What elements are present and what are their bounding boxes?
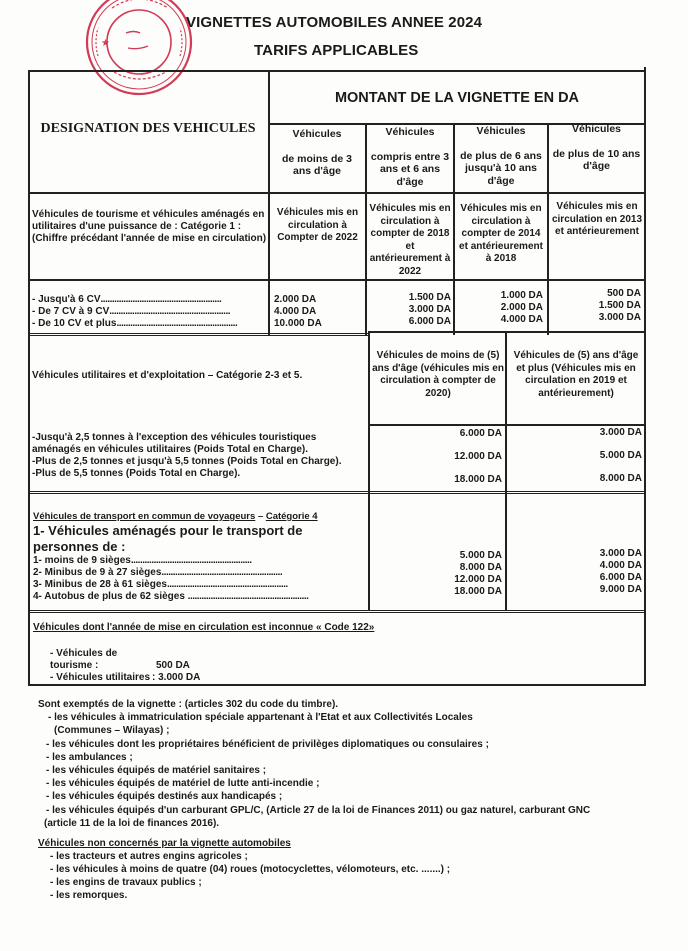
cat235-row-3-label: -Plus de 5,5 tonnes (Poids Total en Charge).: [32, 468, 241, 479]
age-col-4: [549, 123, 644, 173]
cat1-value: 4.000 DA: [500, 314, 543, 325]
cat1-value: 3.000 DA: [598, 312, 641, 323]
code122-heading: Véhicules dont l'année de mise en circulation est inconnue « Code 122»: [33, 622, 375, 633]
exemption-item: - les véhicules à immatriculation spéciale appartenant à l'Etat et aux Collectivités Locales: [48, 712, 473, 724]
cat1-value: 1.500 DA: [598, 300, 641, 311]
svg-text:★: ★: [101, 38, 110, 49]
table-border-top: [28, 70, 645, 72]
cat1-row-2: - De 7 CV à 9 CV .....................................................: [32, 306, 231, 317]
age-col-2: [367, 126, 453, 188]
cat1-value: 1.000 DA: [500, 290, 543, 301]
cat235-row-2-label: -Plus de 2,5 tonnes et jusqu'à 5,5 tonnes (Poids Total en Charge).: [32, 456, 342, 467]
cat235-value: 5.000 DA: [599, 450, 642, 461]
age-col-1-label: Véhicules: [292, 128, 342, 140]
cat4-value: 8.000 DA: [459, 562, 502, 573]
cat1-value: 6.000 DA: [408, 316, 451, 327]
age-col-4-label: Véhicules: [571, 123, 622, 135]
table-border-left: [28, 70, 30, 685]
cat235-values-col-1: [370, 428, 502, 486]
official-stamp-icon: [84, 0, 194, 98]
not-concerned-item: - les tracteurs et autres engins agricoles ;: [50, 851, 248, 862]
age-col-4-sub: de plus de 10 ans d'âge: [552, 147, 641, 172]
cat4-value: 4.000 DA: [599, 560, 642, 571]
exemption-item: - les véhicules équipés destinés aux handicapés ;: [46, 791, 283, 803]
cat4-values-col-1: [370, 550, 502, 598]
cat235-value: 3.000 DA: [599, 427, 642, 438]
cat235-value: 8.000 DA: [599, 473, 642, 484]
cat235-row-labels: [32, 432, 366, 480]
cat4-value: 12.000 DA: [454, 574, 502, 585]
document-subtitle: TARIFS APPLICABLES: [254, 42, 419, 59]
cat1-values-col-1: [274, 294, 364, 330]
not-concerned-heading: Véhicules non concernés par la vignette automobiles: [38, 838, 291, 849]
code122-rows: [50, 648, 350, 684]
cat235-col-header-1: Véhicules de moins de (5) ans d'âge (véhicules mis en circulation à compter de 2020): [372, 350, 504, 399]
not-concerned-section: [38, 837, 658, 902]
code122-row-utility: - Véhicules utilitaires : 3.000 DA: [50, 672, 201, 683]
document-title: VIGNETTES AUTOMOBILES ANNEE 2024: [186, 14, 483, 31]
cat4-value: 3.000 DA: [599, 548, 642, 559]
age-col-3-sub: de plus de 6 ans jusqu'à 10 ans d'âge: [460, 149, 542, 187]
cat1-row-3: - De 10 CV et plus .....................................................: [32, 318, 238, 329]
age-col-2-label: Véhicules: [385, 126, 435, 138]
cat4-row-4: 4- Autobus de plus de 62 sièges .....................................................: [33, 591, 309, 602]
cat4-heading: Véhicules de transport en commun de voyageurs – Catégorie 4: [33, 511, 318, 522]
cat4-value: 6.000 DA: [599, 572, 642, 583]
cat1-col-header-1: Véhicules mis en circulation à Compter de 2022: [276, 207, 359, 243]
table-border-right: [644, 67, 646, 685]
cat1-row-labels: [32, 294, 266, 330]
exemption-item: - les ambulances ;: [46, 751, 133, 763]
cat1-values-col-3: [455, 290, 543, 326]
cat235-value: 12.000 DA: [454, 451, 502, 462]
cat1-value: 3.000 DA: [408, 304, 451, 315]
cat4-values-col-2: [507, 548, 642, 596]
cat235-row-1-label: -Jusqu'à 2,5 tonnes à l'exception des véhicules touristiques aménagés en véhicules utilitaires (Poids Total en Charge).: [32, 432, 317, 455]
cat4-value: 18.000 DA: [454, 586, 502, 597]
cat4-subheading: 1- Véhicules aménagés pour le transport de personnes de :: [33, 523, 303, 554]
exemption-item: (article 11 de la loi de finances 2016).: [44, 817, 220, 829]
col-divider-designation: [268, 70, 270, 335]
not-concerned-item: - les remorques.: [50, 890, 128, 901]
cat1-description: Véhicules de tourisme et véhicules aménagés en utilitaires d'une puissance de : Catégorie 1 : (Chiffre précédant l'année de mise en circulation): [32, 209, 267, 244]
row-divider-cat235-values: [368, 424, 645, 426]
age-col-2-sub: compris entre 3 ans et 6 ans d'âge: [370, 150, 450, 188]
exemption-item: - les véhicules équipés d'un carburant GPL/C, (Article 27 de la loi de Finances 2011) ou gaz naturel, carburant GNC: [46, 804, 591, 816]
cat4-value: 5.000 DA: [459, 550, 502, 561]
code122-row-tourism: - Véhicules de tourisme : 500 DA: [50, 648, 190, 671]
cat4-row-3: 3- Minibus de 28 à 61 sièges .....................................................: [33, 579, 288, 590]
not-concerned-item: - les véhicules à moins de quatre (04) roues (motocyclettes, vélomoteurs, etc. .......) ;: [50, 864, 451, 875]
exemption-item: - les véhicules équipés de matériel sanitaires ;: [46, 765, 267, 777]
designation-header: DESIGNATION DES VEHICULES: [40, 121, 256, 136]
cat1-col-header-2: Véhicules mis en circulation à compter de 2018 et antérieurement à 2022: [369, 203, 451, 277]
exemption-item: (Communes – Wilayas) ;: [54, 725, 170, 737]
exemptions-section: [38, 698, 658, 830]
row-divider-cat4: [28, 491, 645, 494]
cat4-row-labels: [33, 555, 365, 603]
age-col-1: [270, 128, 364, 178]
cat1-row-1: - Jusqu'à 6 CV .....................................................: [32, 294, 222, 305]
age-col-3: [455, 125, 547, 187]
age-col-1-sub: de moins de 3 ans d'âge: [281, 152, 353, 177]
exemption-item: - les véhicules dont les propriétaires bénéficient de privilèges diplomatiques ou consulaires ;: [46, 738, 489, 750]
cat235-values-col-2: [507, 427, 642, 485]
row-divider-code122: [28, 610, 645, 613]
cat1-value: 1.500 DA: [408, 292, 451, 303]
table-border-bottom: [28, 684, 646, 686]
cat1-value: 10.000 DA: [274, 318, 322, 329]
row-divider-cat1-values: [28, 279, 645, 281]
cat1-values-col-4: [549, 288, 641, 324]
row-divider-cat235: [28, 333, 368, 336]
not-concerned-item: - les engins de travaux publics ;: [50, 877, 202, 888]
cat235-value: 6.000 DA: [459, 428, 502, 439]
cat1-value: 2.000 DA: [500, 302, 543, 313]
cat4-row-2: 2- Minibus de 9 à 27 sièges .....................................................: [33, 567, 283, 578]
cat1-value: 4.000 DA: [274, 306, 317, 317]
cat235-value: 18.000 DA: [454, 474, 502, 485]
cat1-col-header-3: Véhicules mis en circulation à compter de 2014 et antérieurement à 2018: [459, 203, 543, 264]
cat1-col-header-4: Véhicules mis en circulation en 2013 et antérieurement: [551, 201, 643, 237]
exemptions-heading: Sont exemptés de la vignette : (articles 302 du code du timbre).: [38, 699, 339, 710]
cat4-row-1: 1- moins de 9 sièges .....................................................: [33, 555, 252, 566]
exemption-item: - les véhicules équipés de matériel de lutte anti-incendie ;: [46, 778, 320, 790]
row-divider-cat235-right: [368, 331, 645, 333]
cat235-description: Véhicules utilitaires et d'exploitation – Catégorie 2-3 et 5.: [32, 370, 303, 381]
cat4-value: 9.000 DA: [599, 584, 642, 595]
cat1-values-col-2: [367, 292, 451, 328]
row-divider-cat1: [28, 192, 645, 194]
cat235-col-header-2: Véhicules de (5) ans d'âge et plus (Véhicules mis en circulation en 2019 et antérieurement): [513, 350, 639, 399]
age-col-3-label: Véhicules: [476, 125, 526, 137]
amount-header: MONTANT DE LA VIGNETTE EN DA: [334, 90, 580, 106]
cat1-value: 2.000 DA: [274, 294, 317, 305]
cat1-value: 500 DA: [607, 288, 641, 299]
